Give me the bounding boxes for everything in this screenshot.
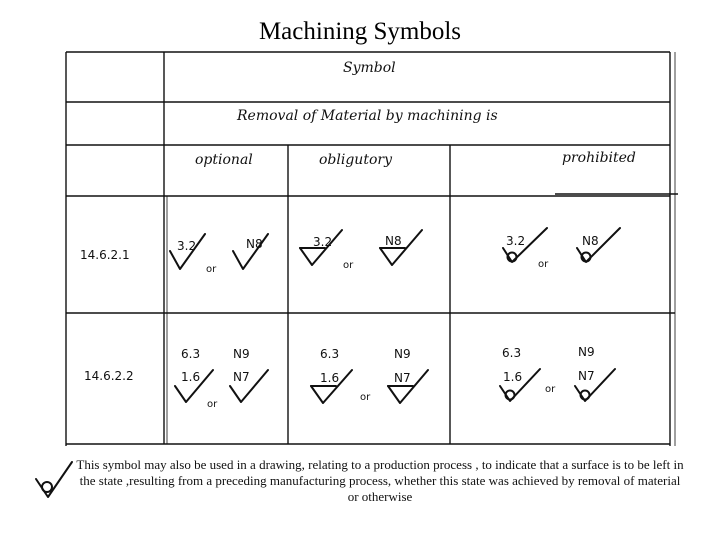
r1-obl-right: N8 <box>385 234 402 248</box>
column-obligatory: obligutory <box>319 152 392 168</box>
r1-opt-right: N8 <box>246 237 263 251</box>
page-title: Machining Symbols <box>258 18 462 45</box>
r2-obl-left-top: 6.3 <box>320 347 340 361</box>
row-label-14-6-2-2: 14.6.2.2 <box>84 369 134 383</box>
r2-opt-or: or <box>207 399 218 410</box>
r2-pro-right-top: N9 <box>578 345 595 359</box>
caption-symbol <box>36 462 72 497</box>
r1-obl-or: or <box>343 260 354 271</box>
r2-opt-right-top: N9 <box>233 347 250 361</box>
column-prohibited: prohibited <box>562 150 636 166</box>
r2-pro-left-top: 6.3 <box>502 346 522 360</box>
r2-pro-right-bottom: N7 <box>578 369 595 383</box>
r2-opt-left-top: 6.3 <box>181 347 201 361</box>
r1-pro-or: or <box>538 259 549 270</box>
header-removal: Removal of Material by machining is <box>237 108 498 124</box>
r2-obl-right-top: N9 <box>394 347 411 361</box>
column-optional: optional <box>195 152 253 168</box>
caption-text: This symbol may also be used in a drawing, relating to a production process , to indicate that a surface is to be left in the state ,resulting from a preceding manufacturing process, whether this state was achieved by removal of material or otherwise <box>76 457 684 504</box>
r2-opt-left-bottom: 1.6 <box>181 370 201 384</box>
r1-opt-or: or <box>206 264 217 275</box>
r2-pro-or: or <box>545 384 556 395</box>
r1-pro-left: 3.2 <box>506 234 526 248</box>
r1-obl-left: 3.2 <box>313 235 333 249</box>
r2-pro-left-bottom: 1.6 <box>503 370 523 384</box>
r2-obl-or: or <box>360 392 371 403</box>
r2-obl-right-bottom: N7 <box>394 371 411 385</box>
row-label-14-6-2-1: 14.6.2.1 <box>80 248 130 262</box>
r2-obl-left-bottom: 1.6 <box>320 371 340 385</box>
r1-opt-left: 3.2 <box>177 239 197 253</box>
r2-opt-right-bottom: N7 <box>233 370 250 384</box>
r1-pro-right: N8 <box>582 234 599 248</box>
header-symbol: Symbol <box>343 60 396 76</box>
